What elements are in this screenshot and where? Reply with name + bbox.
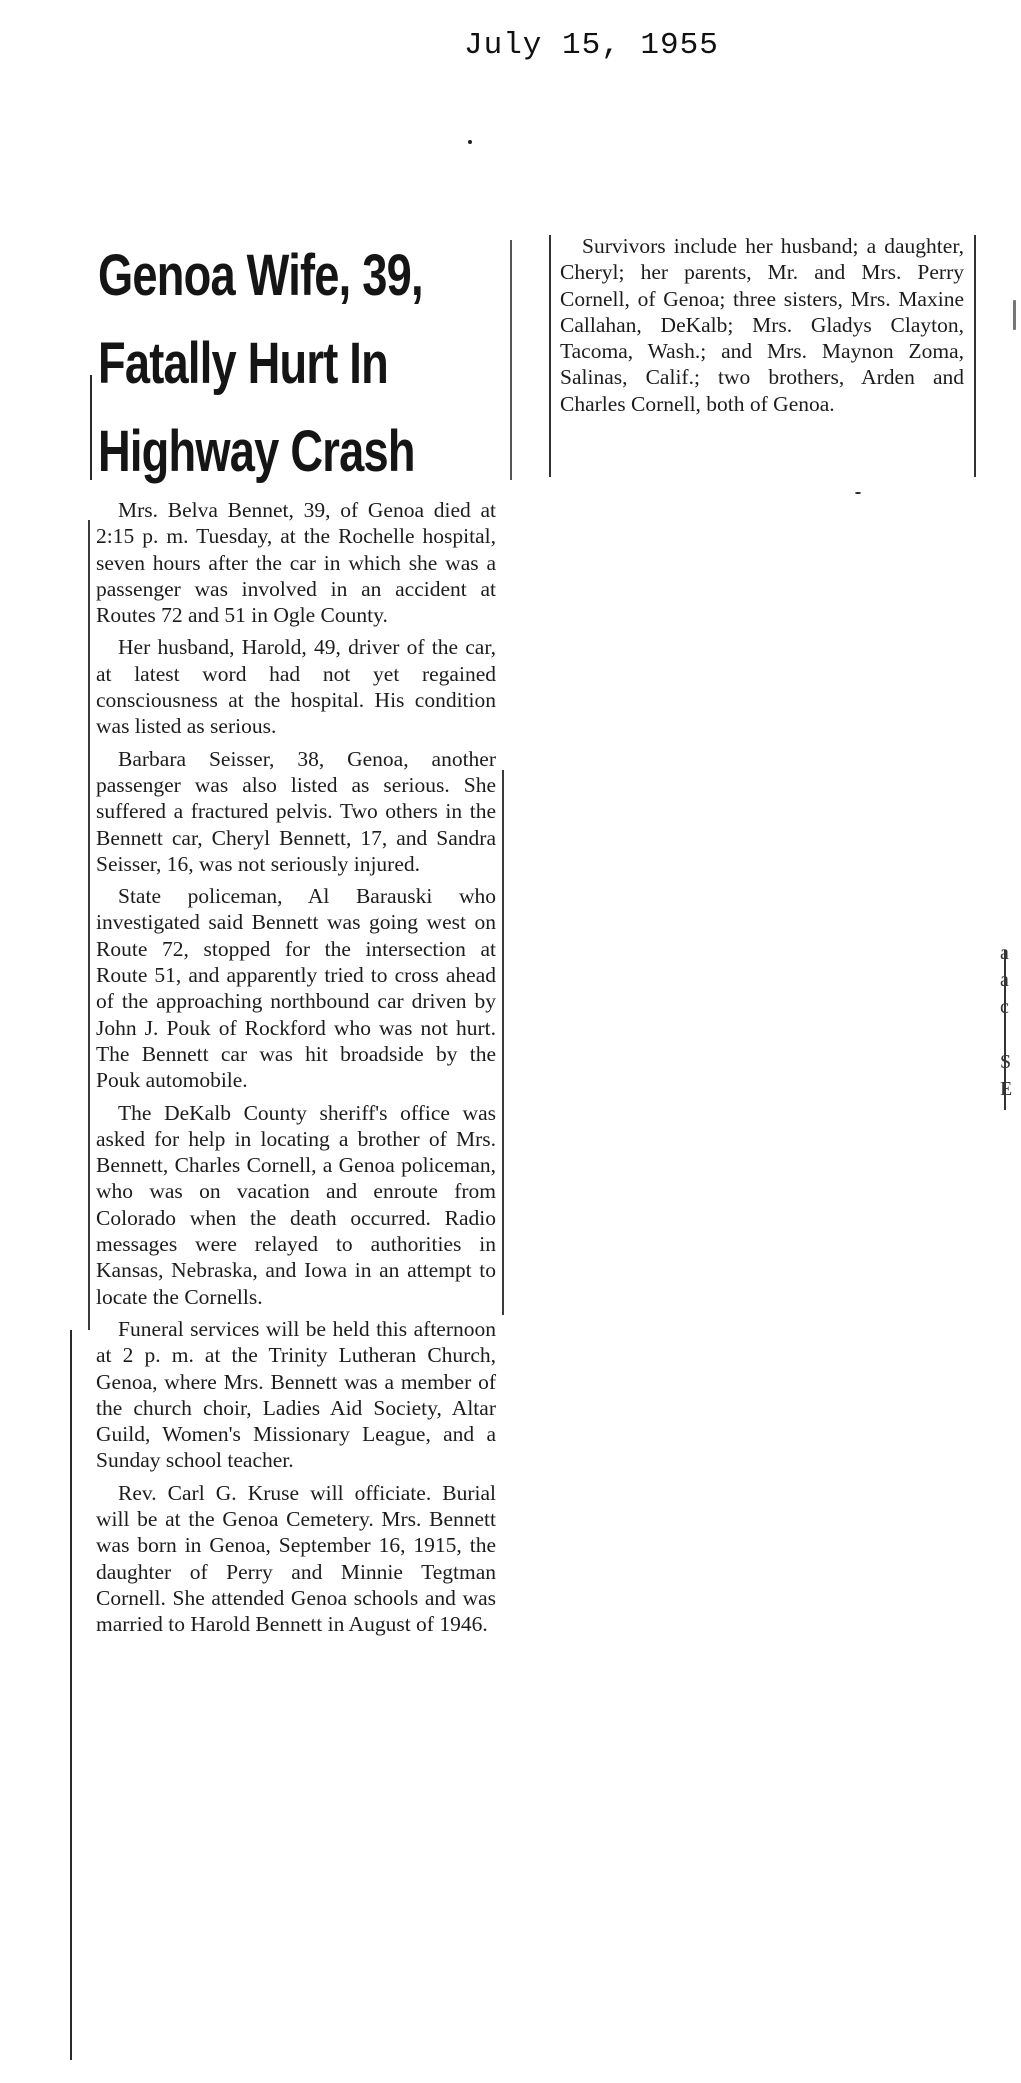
edge-fragment: E <box>1000 1078 1013 1100</box>
edge-fragment: a <box>1000 942 1009 964</box>
edge-fragment: S <box>1000 1051 1012 1073</box>
headline-line: Highway Crash <box>98 419 415 484</box>
headline-line: Fatally Hurt In <box>98 331 388 396</box>
column-rule <box>510 240 512 480</box>
scan-speck <box>855 492 861 494</box>
article-paragraph: Funeral services will be held this afternoon at 2 p. m. at the Trinity Lutheran Church, Genoa, where Mrs. Bennett was a member of the church choir, Ladies Aid Society, Altar Guild, Women's Missionary League, and a Sunday school teacher. <box>96 1316 496 1473</box>
edge-fragment: c <box>1000 996 1009 1018</box>
article-paragraph: The DeKalb County sheriff's office was asked for help in locating a brother of Mrs. Bennett, Charles Cornell, a Genoa policeman, who was on vacation and enroute from Colorado when the death occurred. Radio messages were relayed to authorities in Kansas, Nebraska, and Iowa in an attempt to locate the Cornells. <box>96 1100 496 1309</box>
article-body-left <box>96 497 496 1643</box>
article-paragraph: Barbara Seisser, 38, Genoa, another passenger was also listed as serious. She suffered a fractured pelvis. Two others in the Bennett car, Cheryl Bennett, 17, and Sandra Seisser, 16, was not seriously injured. <box>96 746 496 876</box>
column-rule <box>974 235 976 477</box>
headline-line: Genoa Wife, 39, <box>98 243 423 308</box>
article-body-right <box>560 233 964 423</box>
article-paragraph: Rev. Carl G. Kruse will officiate. Burial will be at the Genoa Cemetery. Mrs. Bennett was born in Genoa, September 16, 1915, the daughter of Perry and Minnie Tegtman Cornell. She attended Genoa schools and was married to Harold Bennett in August of 1946. <box>96 1480 496 1637</box>
edge-fragment: a <box>1000 969 1009 991</box>
article-paragraph: Mrs. Belva Bennet, 39, of Genoa died at 2:15 p. m. Tuesday, at the Rochelle hospital, seven hours after the car in which she was a passenger was involved in an accident at Routes 72 and 51 in Ogle County. <box>96 498 496 628</box>
column-rule <box>70 1330 72 2060</box>
scan-speck <box>1013 300 1016 330</box>
article-paragraph: Her husband, Harold, 49, driver of the car, at latest word had not yet regained consciousness at the hospital. His condition was listed as serious. <box>96 635 496 739</box>
headline-block <box>86 232 506 496</box>
article-paragraph: State policeman, Al Barauski who investigated said Bennett was going west on Route 72, stopped for the intersection at Route 51, and apparently tried to cross ahead of the approaching northbound car driven by John J. Pouk of Rockford who was not hurt. The Bennett car was hit broadside by the Pouk automobile. <box>96 884 496 1093</box>
clipping-date: July 15, 1955 <box>464 28 719 63</box>
column-rule <box>502 770 504 1315</box>
scan-speck <box>468 140 472 144</box>
adjacent-column-fragment <box>1000 940 1012 1103</box>
survivors-paragraph: Survivors include her husband; a daughter, Cheryl; her parents, Mr. and Mrs. Perry Cornell, of Genoa; three sisters, Mrs. Maxine Callahan, DeKalb; Mrs. Gladys Clayton, Tacoma, Wash.; and Mrs. Maynon Zoma, Salinas, Calif.; two brothers, Arden and Charles Cornell, both of Genoa. <box>560 234 964 416</box>
column-rule <box>549 235 551 477</box>
headline <box>98 232 504 496</box>
column-rule <box>90 375 92 480</box>
column-rule <box>88 520 90 1330</box>
